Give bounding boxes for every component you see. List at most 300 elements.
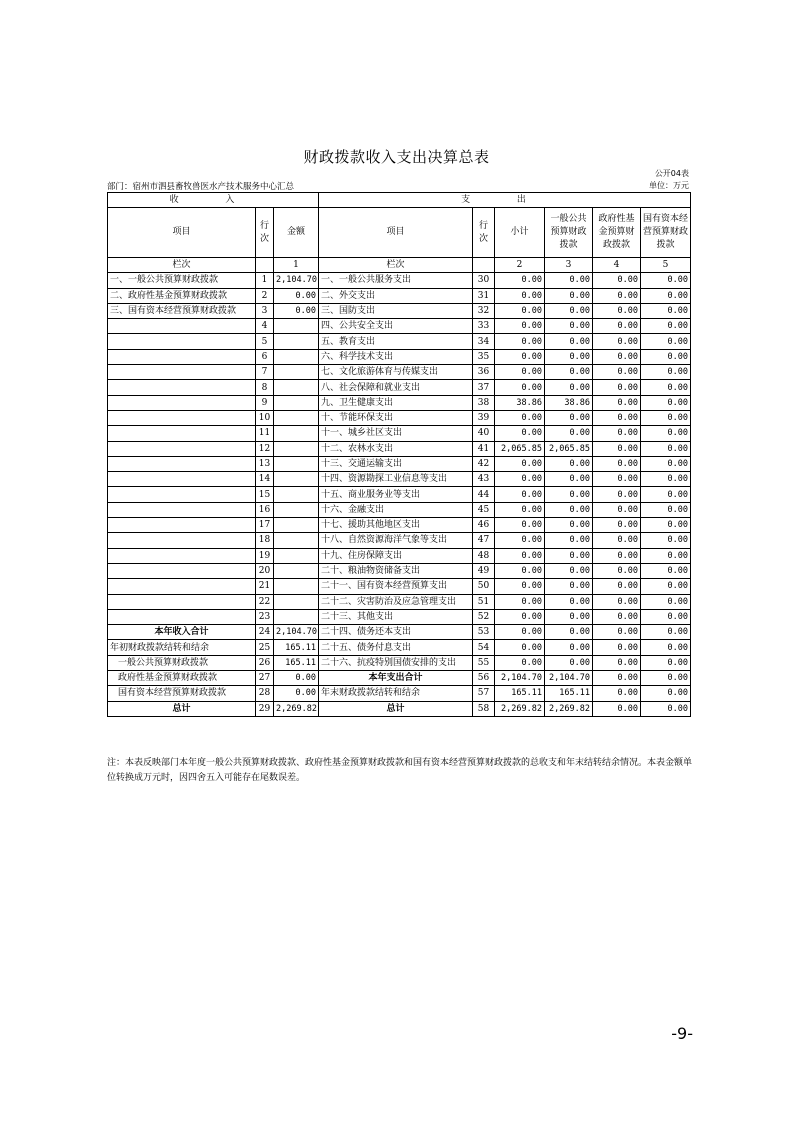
expense-subtotal: 0.00 — [495, 410, 545, 425]
expense-state-capital: 0.00 — [641, 655, 691, 670]
expense-item: 十七、援助其他地区支出 — [319, 518, 473, 533]
expense-subtotal: 2,269.82 — [495, 701, 545, 716]
income-item — [108, 609, 256, 624]
expense-item: 本年支出合计 — [319, 671, 473, 686]
income-amount — [274, 441, 319, 456]
expense-gov-fund: 0.00 — [593, 273, 641, 288]
lanci-col2: 2 — [495, 258, 545, 273]
income-amount — [274, 365, 319, 380]
income-item: 二、政府性基金预算财政拨款 — [108, 288, 256, 303]
expense-item: 四、公共安全支出 — [319, 319, 473, 334]
header-subtotal: 小计 — [495, 208, 545, 258]
income-amount — [274, 487, 319, 502]
expense-general-budget: 0.00 — [545, 426, 593, 441]
table-row — [108, 686, 691, 701]
expense-general-budget: 2,269.82 — [545, 701, 593, 716]
expense-item: 二十六、抗疫特别国债安排的支出 — [319, 655, 473, 670]
expense-general-budget: 2,104.70 — [545, 671, 593, 686]
income-item — [108, 410, 256, 425]
table-row — [108, 334, 691, 349]
header-general-budget: 一般公共预算财政拨款 — [545, 208, 593, 258]
income-item — [108, 579, 256, 594]
income-amount — [274, 395, 319, 410]
expense-row-no: 48 — [473, 548, 495, 563]
income-amount: 165.11 — [274, 655, 319, 670]
expense-row-no: 56 — [473, 671, 495, 686]
expense-subtotal: 165.11 — [495, 686, 545, 701]
income-row-no: 26 — [256, 655, 274, 670]
income-row-no: 10 — [256, 410, 274, 425]
expense-subtotal: 0.00 — [495, 273, 545, 288]
expense-subtotal: 0.00 — [495, 426, 545, 441]
expense-row-no: 51 — [473, 594, 495, 609]
income-amount: 2,104.70 — [274, 625, 319, 640]
expense-item: 二、外交支出 — [319, 288, 473, 303]
income-row-no: 28 — [256, 686, 274, 701]
expense-state-capital: 0.00 — [641, 365, 691, 380]
expense-row-no: 45 — [473, 502, 495, 517]
expense-gov-fund: 0.00 — [593, 380, 641, 395]
expense-gov-fund: 0.00 — [593, 655, 641, 670]
income-amount — [274, 579, 319, 594]
income-amount — [274, 319, 319, 334]
expense-general-budget: 0.00 — [545, 609, 593, 624]
expense-row-no: 40 — [473, 426, 495, 441]
expense-gov-fund: 0.00 — [593, 441, 641, 456]
expense-item: 十一、城乡社区支出 — [319, 426, 473, 441]
lanci-col1: 1 — [274, 258, 319, 273]
income-row-no: 6 — [256, 349, 274, 364]
expense-gov-fund: 0.00 — [593, 426, 641, 441]
expense-item: 总计 — [319, 701, 473, 716]
expense-state-capital: 0.00 — [641, 288, 691, 303]
expense-row-no: 50 — [473, 579, 495, 594]
expense-state-capital: 0.00 — [641, 518, 691, 533]
income-row-no: 2 — [256, 288, 274, 303]
expense-item: 十二、农林水支出 — [319, 441, 473, 456]
finance-table — [107, 192, 691, 717]
department-label: 部门：宿州市泗县畜牧兽医水产技术服务中心汇总 — [107, 182, 295, 192]
table-row — [108, 487, 691, 502]
expense-item: 七、文化旅游体育与传媒支出 — [319, 365, 473, 380]
income-row-no: 3 — [256, 303, 274, 318]
expense-general-budget: 2,065.85 — [545, 441, 593, 456]
header-item: 项目 — [108, 208, 256, 258]
income-item: 总计 — [108, 701, 256, 716]
expense-item: 二十二、灾害防治及应急管理支出 — [319, 594, 473, 609]
expense-gov-fund: 0.00 — [593, 671, 641, 686]
expense-subtotal: 0.00 — [495, 288, 545, 303]
expense-general-budget: 0.00 — [545, 273, 593, 288]
expense-gov-fund: 0.00 — [593, 609, 641, 624]
expense-item: 八、社会保障和就业支出 — [319, 380, 473, 395]
expense-row-no: 58 — [473, 701, 495, 716]
income-item — [108, 441, 256, 456]
expense-item: 十八、自然资源海洋气象等支出 — [319, 533, 473, 548]
income-row-no: 9 — [256, 395, 274, 410]
expense-general-budget: 0.00 — [545, 334, 593, 349]
income-amount — [274, 349, 319, 364]
expense-state-capital: 0.00 — [641, 548, 691, 563]
income-row-no: 18 — [256, 533, 274, 548]
table-row — [108, 349, 691, 364]
header-item-expense: 项目 — [319, 208, 473, 258]
lanci-blank — [256, 258, 274, 273]
expense-gov-fund: 0.00 — [593, 533, 641, 548]
lanci-label-expense: 栏次 — [319, 258, 473, 273]
expense-gov-fund: 0.00 — [593, 365, 641, 380]
expense-general-budget: 0.00 — [545, 548, 593, 563]
expense-general-budget: 0.00 — [545, 349, 593, 364]
income-item: 本年收入合计 — [108, 625, 256, 640]
expense-subtotal: 0.00 — [495, 472, 545, 487]
income-row-no: 15 — [256, 487, 274, 502]
expense-section-header: 支 出 — [319, 193, 691, 208]
income-amount: 0.00 — [274, 303, 319, 318]
table-row — [108, 410, 691, 425]
income-amount: 0.00 — [274, 288, 319, 303]
expense-row-no: 39 — [473, 410, 495, 425]
expense-gov-fund: 0.00 — [593, 456, 641, 471]
income-row-no: 8 — [256, 380, 274, 395]
expense-general-budget: 0.00 — [545, 456, 593, 471]
income-item — [108, 456, 256, 471]
income-amount — [274, 334, 319, 349]
income-amount — [274, 426, 319, 441]
expense-subtotal: 0.00 — [495, 487, 545, 502]
expense-item: 年末财政拨款结转和结余 — [319, 686, 473, 701]
expense-subtotal: 0.00 — [495, 365, 545, 380]
expense-gov-fund: 0.00 — [593, 548, 641, 563]
expense-general-budget: 0.00 — [545, 365, 593, 380]
expense-item: 十五、商业服务业等支出 — [319, 487, 473, 502]
header-row-no: 行次 — [256, 208, 274, 258]
income-row-no: 23 — [256, 609, 274, 624]
income-item: 政府性基金预算财政拨款 — [108, 671, 256, 686]
income-amount — [274, 410, 319, 425]
expense-gov-fund: 0.00 — [593, 303, 641, 318]
income-item: 年初财政拨款结转和结余 — [108, 640, 256, 655]
table-row — [108, 365, 691, 380]
table-row — [108, 319, 691, 334]
unit-label: 单位：万元 — [649, 181, 689, 190]
table-row — [108, 533, 691, 548]
expense-gov-fund: 0.00 — [593, 319, 641, 334]
header-row-no-expense: 行次 — [473, 208, 495, 258]
expense-row-no: 57 — [473, 686, 495, 701]
income-row-no: 22 — [256, 594, 274, 609]
expense-state-capital: 0.00 — [641, 380, 691, 395]
income-row-no: 29 — [256, 701, 274, 716]
expense-subtotal: 0.00 — [495, 609, 545, 624]
expense-state-capital: 0.00 — [641, 671, 691, 686]
table-row — [108, 273, 691, 288]
expense-state-capital: 0.00 — [641, 579, 691, 594]
table-row — [108, 456, 691, 471]
income-amount: 165.11 — [274, 640, 319, 655]
income-row-no: 24 — [256, 625, 274, 640]
expense-state-capital: 0.00 — [641, 273, 691, 288]
expense-state-capital: 0.00 — [641, 456, 691, 471]
expense-row-no: 53 — [473, 625, 495, 640]
expense-state-capital: 0.00 — [641, 349, 691, 364]
income-item — [108, 426, 256, 441]
expense-general-budget: 0.00 — [545, 594, 593, 609]
expense-general-budget: 0.00 — [545, 303, 593, 318]
income-amount: 0.00 — [274, 671, 319, 686]
expense-row-no: 44 — [473, 487, 495, 502]
income-row-no: 21 — [256, 579, 274, 594]
income-amount — [274, 518, 319, 533]
expense-item: 十三、交通运输支出 — [319, 456, 473, 471]
expense-row-no: 52 — [473, 609, 495, 624]
expense-gov-fund: 0.00 — [593, 594, 641, 609]
expense-row-no: 38 — [473, 395, 495, 410]
expense-state-capital: 0.00 — [641, 594, 691, 609]
header-gov-fund: 政府性基金预算财政拨款 — [593, 208, 641, 258]
income-item — [108, 334, 256, 349]
expense-subtotal: 0.00 — [495, 349, 545, 364]
expense-row-no: 37 — [473, 380, 495, 395]
expense-item: 二十三、其他支出 — [319, 609, 473, 624]
expense-gov-fund: 0.00 — [593, 640, 641, 655]
expense-state-capital: 0.00 — [641, 426, 691, 441]
expense-subtotal: 2,104.70 — [495, 671, 545, 686]
income-row-no: 19 — [256, 548, 274, 563]
expense-state-capital: 0.00 — [641, 319, 691, 334]
expense-row-no: 35 — [473, 349, 495, 364]
income-item — [108, 518, 256, 533]
income-item: 一、一般公共预算财政拨款 — [108, 273, 256, 288]
income-item — [108, 395, 256, 410]
header-amount: 金额 — [274, 208, 319, 258]
expense-subtotal: 0.00 — [495, 502, 545, 517]
expense-general-budget: 38.86 — [545, 395, 593, 410]
expense-state-capital: 0.00 — [641, 640, 691, 655]
expense-general-budget: 0.00 — [545, 502, 593, 517]
expense-state-capital: 0.00 — [641, 303, 691, 318]
income-amount — [274, 548, 319, 563]
table-row — [108, 395, 691, 410]
income-row-no: 13 — [256, 456, 274, 471]
income-item — [108, 487, 256, 502]
expense-general-budget: 0.00 — [545, 410, 593, 425]
expense-row-no: 34 — [473, 334, 495, 349]
table-row — [108, 518, 691, 533]
expense-state-capital: 0.00 — [641, 502, 691, 517]
table-row — [108, 502, 691, 517]
expense-subtotal: 0.00 — [495, 579, 545, 594]
table-row — [108, 441, 691, 456]
footnote: 注：本表反映部门本年度一般公共预算财政拨款、政府性基金预算财政拨款和国有资本经营预算财政拨款的总收支和年末结转结余情况。本表金额单位转换成万元时，因四舍五入可能存在尾数误差。 — [107, 758, 693, 783]
expense-row-no: 32 — [473, 303, 495, 318]
expense-row-no: 46 — [473, 518, 495, 533]
income-item — [108, 365, 256, 380]
income-amount: 2,269.82 — [274, 701, 319, 716]
expense-row-no: 41 — [473, 441, 495, 456]
expense-item: 十六、金融支出 — [319, 502, 473, 517]
expense-general-budget: 0.00 — [545, 319, 593, 334]
expense-state-capital: 0.00 — [641, 609, 691, 624]
expense-subtotal: 0.00 — [495, 640, 545, 655]
expense-item: 二十、粮油物资储备支出 — [319, 563, 473, 578]
expense-gov-fund: 0.00 — [593, 349, 641, 364]
expense-general-budget: 0.00 — [545, 533, 593, 548]
income-item — [108, 319, 256, 334]
income-row-no: 1 — [256, 273, 274, 288]
income-amount — [274, 456, 319, 471]
income-row-no: 20 — [256, 563, 274, 578]
expense-row-no: 49 — [473, 563, 495, 578]
page-number: -9- — [671, 1024, 693, 1043]
income-amount — [274, 609, 319, 624]
expense-gov-fund: 0.00 — [593, 701, 641, 716]
income-item: 一般公共预算财政拨款 — [108, 655, 256, 670]
income-item — [108, 380, 256, 395]
expense-state-capital: 0.00 — [641, 533, 691, 548]
expense-subtotal: 38.86 — [495, 395, 545, 410]
expense-item: 二十一、国有资本经营预算支出 — [319, 579, 473, 594]
income-item — [108, 594, 256, 609]
expense-item: 十九、住房保障支出 — [319, 548, 473, 563]
income-row-no: 12 — [256, 441, 274, 456]
lanci-blank-expense — [473, 258, 495, 273]
income-section-header: 收 入 — [108, 193, 319, 208]
expense-gov-fund: 0.00 — [593, 410, 641, 425]
income-row-no: 16 — [256, 502, 274, 517]
expense-state-capital: 0.00 — [641, 441, 691, 456]
expense-general-budget: 0.00 — [545, 472, 593, 487]
table-row — [108, 288, 691, 303]
expense-state-capital: 0.00 — [641, 686, 691, 701]
income-row-no: 5 — [256, 334, 274, 349]
expense-subtotal: 0.00 — [495, 655, 545, 670]
expense-item: 五、教育支出 — [319, 334, 473, 349]
expense-state-capital: 0.00 — [641, 563, 691, 578]
income-item: 三、国有资本经营预算财政拨款 — [108, 303, 256, 318]
table-row — [108, 579, 691, 594]
expense-subtotal: 0.00 — [495, 380, 545, 395]
expense-gov-fund: 0.00 — [593, 288, 641, 303]
expense-state-capital: 0.00 — [641, 410, 691, 425]
lanci-label: 栏次 — [108, 258, 256, 273]
income-amount — [274, 594, 319, 609]
income-amount — [274, 472, 319, 487]
expense-general-budget: 0.00 — [545, 563, 593, 578]
expense-general-budget: 165.11 — [545, 686, 593, 701]
table-row — [108, 594, 691, 609]
table-row — [108, 701, 691, 716]
expense-row-no: 47 — [473, 533, 495, 548]
income-amount — [274, 563, 319, 578]
table-row — [108, 548, 691, 563]
expense-state-capital: 0.00 — [641, 472, 691, 487]
income-item — [108, 349, 256, 364]
expense-row-no: 42 — [473, 456, 495, 471]
expense-general-budget: 0.00 — [545, 625, 593, 640]
income-amount — [274, 533, 319, 548]
expense-general-budget: 0.00 — [545, 579, 593, 594]
income-item: 国有资本经营预算财政拨款 — [108, 686, 256, 701]
expense-gov-fund: 0.00 — [593, 502, 641, 517]
expense-gov-fund: 0.00 — [593, 518, 641, 533]
income-item — [108, 563, 256, 578]
income-row-no: 7 — [256, 365, 274, 380]
income-row-no: 27 — [256, 671, 274, 686]
expense-row-no: 33 — [473, 319, 495, 334]
expense-state-capital: 0.00 — [641, 487, 691, 502]
table-code: 公开04表 — [654, 169, 689, 178]
expense-state-capital: 0.00 — [641, 395, 691, 410]
table-row — [108, 671, 691, 686]
expense-subtotal: 0.00 — [495, 518, 545, 533]
expense-subtotal: 0.00 — [495, 533, 545, 548]
expense-gov-fund: 0.00 — [593, 334, 641, 349]
income-row-no: 4 — [256, 319, 274, 334]
expense-general-budget: 0.00 — [545, 487, 593, 502]
expense-state-capital: 0.00 — [641, 625, 691, 640]
income-row-no: 14 — [256, 472, 274, 487]
expense-subtotal: 0.00 — [495, 563, 545, 578]
expense-item: 二十五、债务付息支出 — [319, 640, 473, 655]
lanci-col3: 3 — [545, 258, 593, 273]
expense-state-capital: 0.00 — [641, 334, 691, 349]
expense-gov-fund: 0.00 — [593, 472, 641, 487]
expense-item: 二十四、债务还本支出 — [319, 625, 473, 640]
income-amount: 0.00 — [274, 686, 319, 701]
expense-row-no: 31 — [473, 288, 495, 303]
expense-general-budget: 0.00 — [545, 288, 593, 303]
expense-item: 一、一般公共服务支出 — [319, 273, 473, 288]
table-row — [108, 303, 691, 318]
expense-state-capital: 0.00 — [641, 701, 691, 716]
income-row-no: 25 — [256, 640, 274, 655]
expense-gov-fund: 0.00 — [593, 579, 641, 594]
expense-row-no: 30 — [473, 273, 495, 288]
expense-subtotal: 0.00 — [495, 548, 545, 563]
expense-subtotal: 0.00 — [495, 625, 545, 640]
expense-subtotal: 0.00 — [495, 456, 545, 471]
table-row — [108, 640, 691, 655]
table-row — [108, 426, 691, 441]
expense-gov-fund: 0.00 — [593, 625, 641, 640]
income-amount: 2,104.70 — [274, 273, 319, 288]
table-row — [108, 472, 691, 487]
table-row — [108, 380, 691, 395]
expense-row-no: 54 — [473, 640, 495, 655]
income-amount — [274, 502, 319, 517]
header-state-capital: 国有资本经营预算财政拨款 — [641, 208, 691, 258]
expense-item: 九、卫生健康支出 — [319, 395, 473, 410]
expense-subtotal: 2,065.85 — [495, 441, 545, 456]
lanci-col4: 4 — [593, 258, 641, 273]
expense-gov-fund: 0.00 — [593, 487, 641, 502]
expense-subtotal: 0.00 — [495, 594, 545, 609]
income-item — [108, 502, 256, 517]
expense-item: 十、节能环保支出 — [319, 410, 473, 425]
expense-gov-fund: 0.00 — [593, 563, 641, 578]
table-row — [108, 655, 691, 670]
expense-general-budget: 0.00 — [545, 518, 593, 533]
expense-row-no: 55 — [473, 655, 495, 670]
expense-gov-fund: 0.00 — [593, 395, 641, 410]
expense-row-no: 43 — [473, 472, 495, 487]
expense-general-budget: 0.00 — [545, 380, 593, 395]
expense-subtotal: 0.00 — [495, 319, 545, 334]
table-row — [108, 609, 691, 624]
expense-general-budget: 0.00 — [545, 640, 593, 655]
expense-subtotal: 0.00 — [495, 303, 545, 318]
